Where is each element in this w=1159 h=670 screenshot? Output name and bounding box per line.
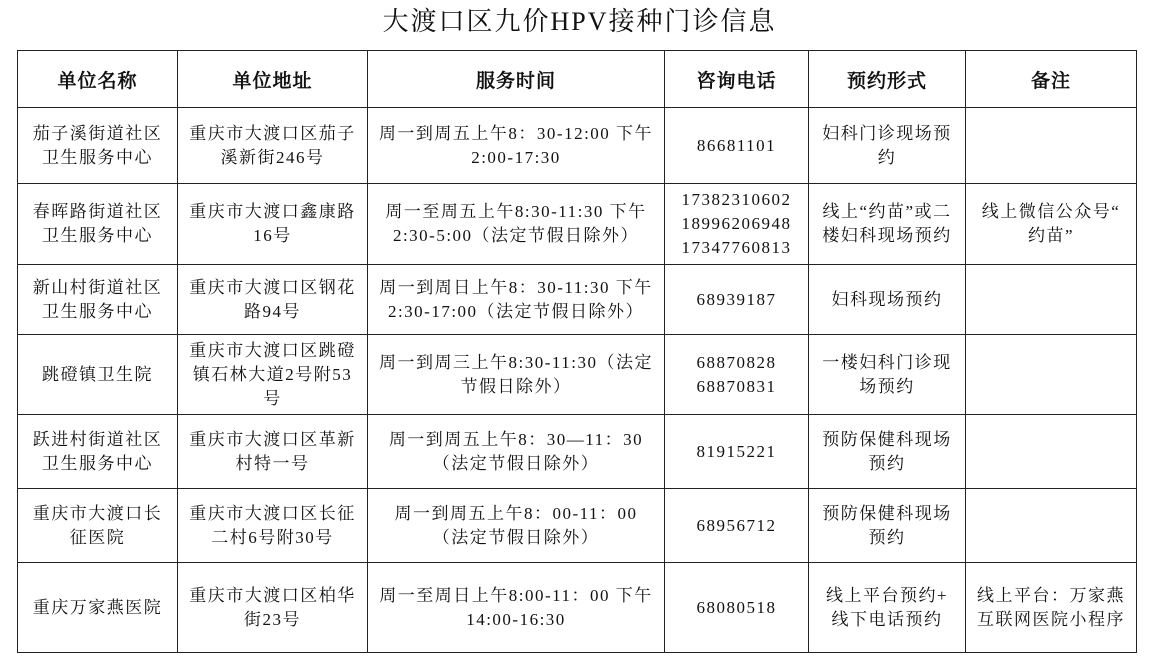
- table-row: [18, 335, 1137, 415]
- table-cell-address: [178, 265, 368, 335]
- cell-text-line: 卫生服务中心: [42, 453, 153, 473]
- cell-text-line: 镇石林大道2号附53: [192, 364, 353, 384]
- cell-text-line: 18996206948: [681, 214, 792, 233]
- cell-text-line: 68870828: [696, 352, 777, 372]
- cell-text-line: 约: [877, 147, 897, 167]
- cell-text-line: 场预约: [859, 376, 915, 396]
- cell-text-line: 妇科现场预约: [831, 289, 943, 309]
- cell-text-line: 线上平台预约+: [825, 585, 949, 605]
- header-unit-name: 单位名称: [18, 51, 178, 108]
- cell-text-line: 跃进村街道社区: [32, 429, 163, 449]
- table-cell-address: [178, 335, 368, 415]
- cell-text-line: 新山村街道社区: [32, 277, 163, 297]
- cell-text-line: 节假日除外）: [460, 376, 572, 396]
- table-cell-unit-name: [18, 184, 178, 265]
- table-row: [18, 184, 1137, 265]
- cell-text-line: 预防保健科现场: [822, 503, 952, 523]
- cell-text-line: 周一到周五上午8：30—11：30: [388, 429, 644, 449]
- cell-text-line: 重庆市大渡口鑫康路: [189, 202, 356, 221]
- table-cell-remarks: [966, 265, 1137, 335]
- table-row: [18, 415, 1137, 489]
- cell-text-line: 重庆市大渡口长: [32, 503, 163, 523]
- cell-text-line: 周一到周日上午8：30-11:30 下午: [379, 277, 653, 297]
- table-cell-unit-name: [18, 335, 178, 415]
- cell-text-line: （法定节假日除外）: [432, 453, 600, 473]
- cell-text-line: 街23号: [244, 609, 301, 629]
- table-cell-address: [178, 489, 368, 563]
- cell-text-line: 周一至周日上午8:00-11：00 下午: [379, 585, 653, 605]
- header-address: 单位地址: [178, 51, 368, 108]
- table-row: [18, 108, 1137, 184]
- table-cell-phone: [665, 108, 809, 184]
- cell-text-line: 妇科门诊现场预: [822, 123, 952, 143]
- table-cell-booking-method: [809, 184, 966, 265]
- table-cell-service-hours: [368, 489, 665, 563]
- table-cell-booking-method: [809, 335, 966, 415]
- cell-text-line: 村特一号: [235, 453, 310, 473]
- cell-text-line: 互联网医院小程序: [977, 609, 1125, 629]
- cell-text-line: 周一到周三上午8:30-11:30（法定: [379, 352, 653, 372]
- table-cell-address: [178, 184, 368, 265]
- cell-text-line: 周一到周五上午8：30-12:00 下午: [378, 123, 654, 143]
- table-cell-booking-method: [809, 415, 966, 489]
- cell-text-line: 预约: [868, 453, 906, 473]
- cell-text-line: 卫生服务中心: [42, 226, 153, 245]
- table-header-row: [18, 51, 1137, 108]
- cell-text-line: 号: [263, 388, 282, 408]
- table-cell-remarks: [966, 489, 1137, 563]
- cell-text-line: 预防保健科现场: [822, 429, 952, 449]
- cell-text-line: 线上微信公众号“: [981, 202, 1121, 221]
- table-cell-booking-method: [809, 563, 966, 653]
- cell-text-line: 二村6号附30号: [211, 527, 334, 547]
- cell-text-line: 68870831: [696, 376, 777, 396]
- cell-text-line: 2:30-17:00（法定节假日除外）: [387, 301, 645, 321]
- cell-text-line: 楼妇科现场预约: [822, 226, 952, 245]
- table-cell-phone: [665, 415, 809, 489]
- cell-text-line: 约苗”: [1027, 226, 1075, 245]
- header-phone: 咨询电话: [665, 51, 809, 108]
- cell-text-line: （法定节假日除外）: [432, 527, 600, 547]
- cell-text-line: 2:00-17:30: [471, 147, 561, 167]
- cell-text-line: 线上平台：万家燕: [977, 585, 1125, 605]
- table-cell-service-hours: [368, 415, 665, 489]
- table-row: [18, 265, 1137, 335]
- cell-text-line: 81915221: [696, 441, 777, 461]
- table-cell-remarks: [966, 184, 1137, 265]
- table-row: [18, 489, 1137, 563]
- cell-text-line: 卫生服务中心: [42, 147, 153, 167]
- table-cell-unit-name: [18, 489, 178, 563]
- cell-text-line: 溪新街246号: [220, 147, 325, 167]
- cell-text-line: 2:30-5:00（法定节假日除外）: [392, 226, 640, 245]
- table-cell-phone: [665, 265, 809, 335]
- cell-text-line: 重庆万家燕医院: [32, 597, 163, 617]
- table-cell-unit-name: [18, 265, 178, 335]
- table-cell-unit-name: [18, 108, 178, 184]
- cell-text-line: 一楼妇科门诊现: [822, 352, 952, 372]
- table-cell-address: [178, 415, 368, 489]
- cell-text-line: 征医院: [69, 527, 126, 547]
- table-cell-service-hours: [368, 563, 665, 653]
- cell-text-line: 茄子溪街道社区: [32, 123, 163, 143]
- table-cell-phone: [665, 489, 809, 563]
- table-cell-unit-name: [18, 415, 178, 489]
- cell-text-line: 17382310602: [681, 190, 792, 209]
- cell-text-line: 重庆市大渡口区长征: [189, 503, 356, 523]
- cell-text-line: 重庆市大渡口区柏华: [189, 585, 356, 605]
- table-cell-phone: [665, 335, 809, 415]
- cell-text-line: 68956712: [696, 515, 777, 535]
- cell-text-line: 预约: [868, 527, 906, 547]
- table-cell-booking-method: [809, 108, 966, 184]
- table-cell-booking-method: [809, 489, 966, 563]
- table-cell-service-hours: [368, 108, 665, 184]
- cell-text-line: 14:00-16:30: [466, 609, 566, 629]
- cell-text-line: 跳磴镇卫生院: [42, 364, 153, 384]
- table-cell-service-hours: [368, 265, 665, 335]
- cell-text-line: 重庆市大渡口区钢花: [189, 277, 356, 297]
- cell-text-line: 周一至周五上午8:30-11:30 下午: [385, 202, 647, 221]
- table-cell-address: [178, 563, 368, 653]
- clinic-info-table: [17, 50, 1137, 653]
- cell-text-line: 路94号: [244, 301, 301, 321]
- cell-text-line: 春晖路街道社区: [32, 202, 163, 221]
- table-row: [18, 563, 1137, 653]
- header-service-hours: 服务时间: [368, 51, 665, 108]
- table-cell-phone: [665, 184, 809, 265]
- cell-text-line: 卫生服务中心: [42, 301, 153, 321]
- cell-text-line: 重庆市大渡口区茄子: [189, 123, 356, 143]
- table-cell-unit-name: [18, 563, 178, 653]
- table-cell-remarks: [966, 108, 1137, 184]
- table-cell-remarks: [966, 335, 1137, 415]
- cell-text-line: 周一到周五上午8：00-11：00: [394, 503, 638, 523]
- table-body: [18, 108, 1137, 653]
- cell-text-line: 68080518: [696, 597, 777, 617]
- table-cell-booking-method: [809, 265, 966, 335]
- header-booking-method: 预约形式: [809, 51, 966, 108]
- cell-text-line: 重庆市大渡口区跳磴: [189, 340, 356, 360]
- cell-text-line: 线下电话预约: [831, 609, 943, 629]
- cell-text-line: 线上“约苗”或二: [822, 202, 952, 221]
- cell-text-line: 16号: [253, 226, 292, 245]
- cell-text-line: 68939187: [696, 289, 777, 309]
- table-cell-service-hours: [368, 335, 665, 415]
- table-cell-remarks: [966, 415, 1137, 489]
- cell-text-line: 86681101: [696, 135, 777, 155]
- table-cell-phone: [665, 563, 809, 653]
- cell-text-line: 重庆市大渡口区革新: [189, 429, 356, 449]
- table-cell-service-hours: [368, 184, 665, 265]
- table-cell-address: [178, 108, 368, 184]
- cell-text-line: 17347760813: [681, 238, 792, 257]
- table-cell-remarks: [966, 563, 1137, 653]
- header-remarks: 备注: [966, 51, 1137, 108]
- page-title: 大渡口区九价HPV接种门诊信息: [382, 7, 777, 36]
